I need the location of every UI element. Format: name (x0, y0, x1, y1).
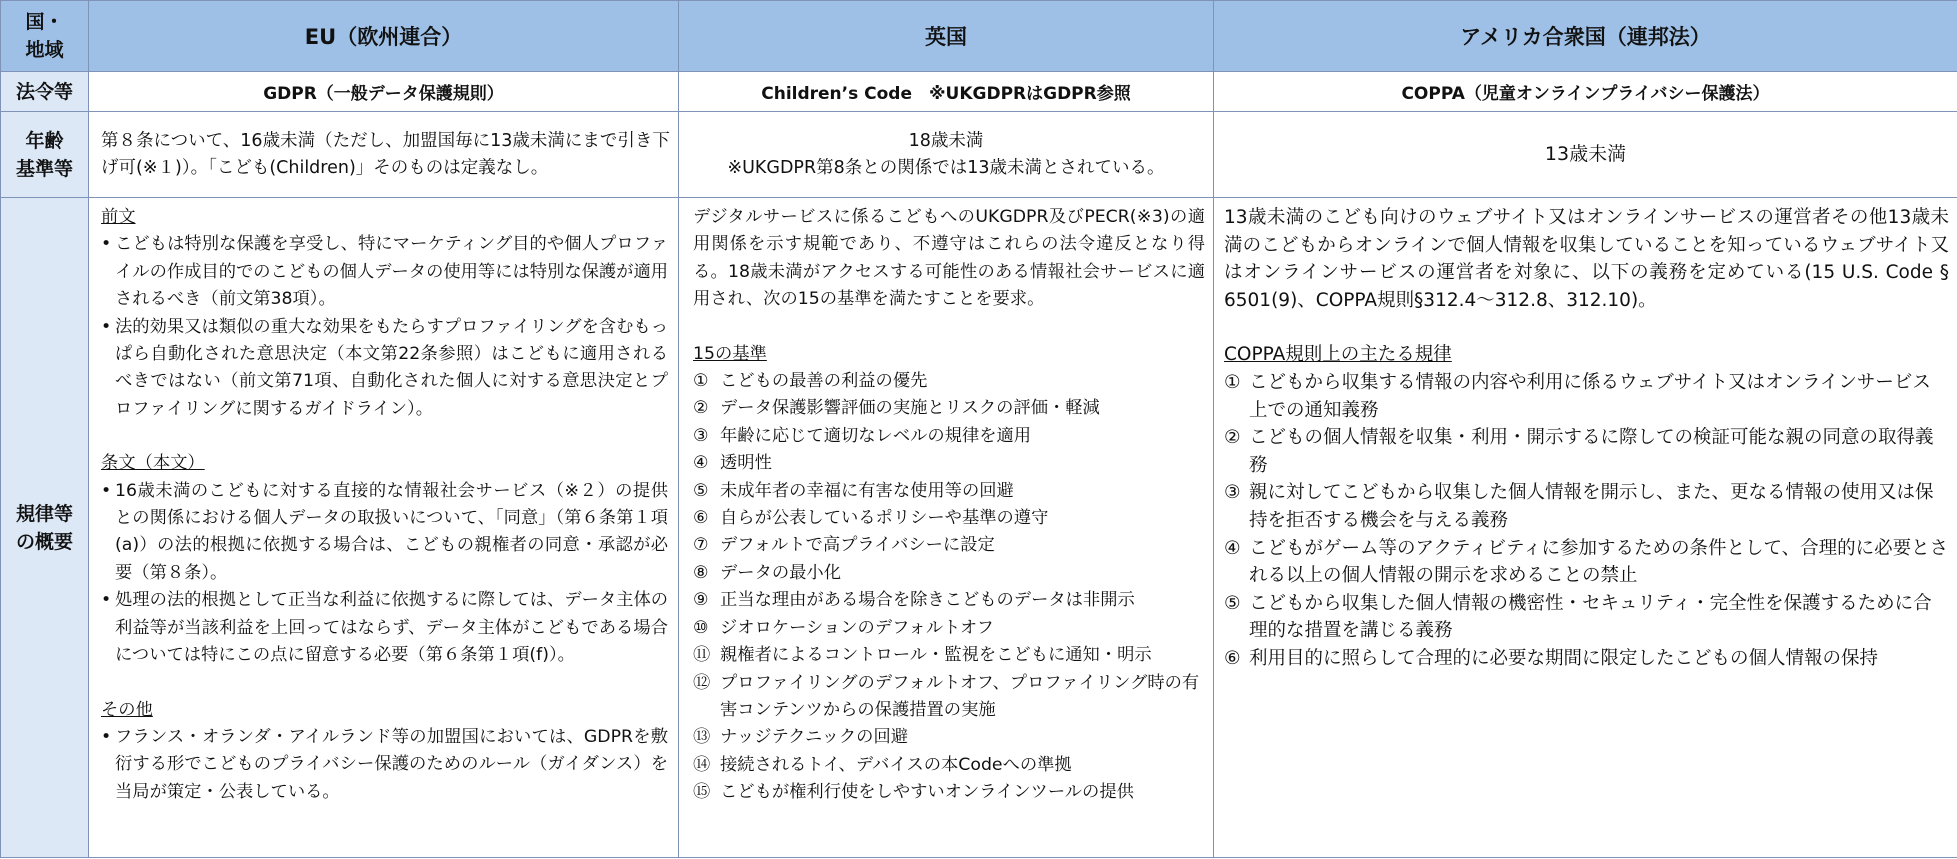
list-item (693, 395, 1205, 422)
list-item-number: ⑩ (693, 617, 709, 638)
list-item (693, 670, 1205, 725)
list-item-number: ② (1224, 427, 1241, 449)
list-item-number: ⑤ (1224, 592, 1241, 614)
list-item-number: ⑦ (693, 535, 709, 556)
list-item-number: ⑭ (693, 754, 711, 775)
uk-standards-heading: 15の基準 (693, 343, 767, 364)
uk-header: 英国 (679, 1, 1214, 72)
list-item (101, 231, 668, 313)
eu-summary (89, 198, 679, 858)
us-law: COPPA（児童オンラインプライバシー保護法） (1214, 72, 1957, 112)
us-age: 13歳未満 (1214, 112, 1957, 198)
list-item-text: デフォルトで高プライバシーに設定 (720, 535, 995, 556)
list-item-number: ① (1224, 371, 1241, 393)
uk-law: Children’s Code ※UKGDPRはGDPR参照 (679, 72, 1214, 112)
list-item-text: 利用目的に照らして合理的に必要な期間に限定したこどもの個人情報の保持 (1249, 647, 1879, 669)
list-item-text: こどもは特別な保護を享受し、特にマーケティング目的や個人プロファイルの作成目的でのこどもの個人データの使用等には特別な保護が適用されるべき（前文第38項）。 (115, 234, 669, 310)
list-item (1224, 369, 1949, 424)
us-summary (1214, 198, 1957, 858)
list-item (101, 478, 668, 588)
list-item-text: ジオロケーションのデフォルトオフ (720, 617, 994, 638)
list-item (693, 752, 1205, 779)
list-item-number: ⑨ (693, 590, 709, 611)
list-item-text: 透明性 (720, 453, 772, 474)
list-item-text: こどもがゲーム等のアクティビティに参加するための条件として、合理的に必要とされる以上の個人情報の開示を求めることの禁止 (1249, 537, 1949, 587)
summary-row-label (1, 198, 89, 858)
list-item-text: こどもから収集する情報の内容や利用に係るウェブサイト又はオンラインサービス上での通知義務 (1249, 371, 1931, 421)
list-item-text: フランス・オランダ・アイルランド等の加盟国においては、GDPRを敷衍する形でこどものプライバシー保護のためのルール（ガイダンス）を当局が策定・公表している。 (115, 726, 668, 802)
list-item-text: 正当な理由がある場合を除きこどものデータは非開示 (720, 590, 1135, 611)
region-header-text: 国・ 地域 (25, 11, 64, 61)
list-item-text: 親に対してこどもから収集した個人情報を開示し、また、更なる情報の使用又は保持を拒否する機会を与える義務 (1249, 482, 1934, 531)
list-item (693, 478, 1205, 505)
list-item-text: こどもの個人情報を収集・利用・開示するに際しての検証可能な親の同意の取得義務 (1249, 427, 1934, 476)
law-row (1, 72, 1957, 112)
eu-preamble-heading: 前文 (101, 207, 136, 227)
list-item-number: ④ (1224, 537, 1241, 559)
list-item-number: ⑥ (693, 508, 709, 529)
us-intro: 13歳未満のこども向けのウェブサイト又はオンラインサービスの運営者その他13歳未満のこどもからオンラインで個人情報を収集していることを知っているウェブサイト又はオンラインサービスの運営者を対象に、以下の義務を定めている(15 U.S. Code § 6501(9)、COPPA規則§312.4～312.8、312.10)。 (1224, 207, 1949, 311)
list-item (693, 779, 1205, 806)
list-item (1224, 479, 1949, 534)
list-item-text: こどもの最善の利益の優先 (720, 371, 928, 392)
list-item-text: プロファイリングのデフォルトオフ、プロファイリング時の有害コンテンツからの保護措置の実施 (720, 672, 1200, 720)
list-item-number: ④ (693, 453, 709, 474)
list-item (693, 450, 1205, 477)
list-item (101, 314, 668, 424)
uk-age (679, 112, 1214, 198)
list-item-number: ③ (693, 425, 709, 446)
us-rules-heading: COPPA規則上の主たる規律 (1224, 344, 1452, 366)
list-item (693, 423, 1205, 450)
list-item (1224, 590, 1949, 645)
uk-age-line1: 18歳未満 (908, 130, 984, 151)
list-item-number: ⑪ (693, 645, 711, 666)
list-item-text: 親権者によるコントロール・監視をこどもに通知・明示 (720, 645, 1152, 666)
summary-row (1, 198, 1957, 858)
list-item (693, 368, 1205, 395)
list-item-text: こどもから収集した個人情報の機密性・セキュリティ・完全性を保護するために合理的な措置を講じる義務 (1249, 592, 1932, 642)
list-item-text: 未成年者の幸福に有害な使用等の回避 (720, 480, 1014, 501)
list-item-number: ⑧ (693, 562, 709, 583)
list-item (693, 724, 1205, 751)
list-item-text: データの最小化 (720, 562, 841, 583)
list-item-number: ③ (1224, 482, 1241, 504)
eu-law: GDPR（一般データ保護規則） (89, 72, 679, 112)
bullet-marker: • (101, 726, 112, 747)
region-header (1, 1, 89, 72)
list-item (693, 532, 1205, 559)
bullet-marker: • (101, 234, 112, 255)
uk-standards-list (693, 368, 1205, 807)
list-item (693, 505, 1205, 532)
list-item-text: 年齢に応じて適切なレベルの規律を適用 (720, 425, 1032, 446)
list-item-text: ナッジテクニックの回避 (720, 727, 909, 748)
uk-intro: デジタルサービスに係るこどもへのUKGDPR及びPECR(※3)の適用関係を示す規範であり、不遵守はこれらの法令違反となり得る。18歳未満がアクセスする可能性のある情報社会サービスに適用され、次の15の基準を満たすことを要求。 (693, 207, 1205, 310)
list-item (101, 724, 668, 806)
uk-summary (679, 198, 1214, 858)
age-row-label (1, 112, 89, 198)
list-item-text: 16歳未満のこどもに対する直接的な情報社会サービス（※２）の提供との関係における個人データの取扱いについて、「同意」（第６条第１項(a)）の法的根拠に依拠する場合は、こどもの親権者の同意・承認が必要（第８条）。 (115, 480, 668, 583)
list-item-number: ① (693, 371, 709, 392)
eu-header: EU（欧州連合） (89, 1, 679, 72)
header-row (1, 1, 1957, 72)
list-item-number: ⑮ (693, 782, 711, 803)
list-item (693, 587, 1205, 614)
list-item-number: ⑥ (1224, 647, 1241, 669)
list-item (693, 615, 1205, 642)
bullet-marker: • (101, 316, 112, 337)
list-item-number: ⑬ (693, 727, 711, 748)
list-item (101, 587, 668, 669)
eu-age-text: 第８条について、16歳未満（ただし、加盟国毎に13歳未満にまで引き下げ可(※１)）。「こども(Children)」そのものは定義なし。 (101, 130, 670, 178)
eu-articles-heading: 条文（本文） (101, 453, 205, 474)
list-item-text: 処理の法的根拠として正当な利益に依拠するに際しては、データ主体の利益等が当該利益を上回ってはならず、データ主体がこどもである場合については特にこの点に留意する必要（第６条第１項(f)）。 (115, 590, 669, 666)
age-row-label-text: 年齢 基準等 (15, 129, 73, 180)
uk-age-line2: ※UKGDPR第8条との関係では13歳未満とされている。 (727, 157, 1165, 178)
law-row-label: 法令等 (1, 72, 89, 112)
list-item (1224, 645, 1949, 673)
list-item-text: データ保護影響評価の実施とリスクの評価・軽減 (720, 398, 1100, 419)
eu-other-heading: その他 (101, 699, 153, 720)
list-item-text: 法的効果又は類似の重大な効果をもたらすプロファイリングを含むもっぱら自動化された意思決定（本文第22条参照）はこどもに適用されるべきではない（前文第71項、自動化された個人に対する意思決定とプロファイリングに関するガイドライン）。 (115, 316, 668, 419)
us-rules-list (1224, 369, 1949, 673)
list-item-text: 接続されるトイ、デバイスの本Codeへの準拠 (720, 754, 1072, 775)
bullet-marker: • (101, 480, 112, 501)
list-item-text: こどもが権利行使をしやすいオンラインツールの提供 (720, 782, 1134, 803)
eu-age (89, 112, 679, 198)
list-item (1224, 535, 1949, 590)
list-item-number: ② (693, 398, 709, 419)
list-item (693, 560, 1205, 587)
list-item-number: ⑫ (693, 672, 711, 693)
summary-row-label-text: 規律等 の概要 (15, 502, 73, 553)
list-item (1224, 424, 1949, 479)
list-item-text: 自らが公表しているポリシーや基準の遵守 (720, 508, 1049, 529)
list-item (693, 642, 1205, 669)
age-row (1, 112, 1957, 198)
us-header: アメリカ合衆国（連邦法） (1214, 1, 1957, 72)
bullet-marker: • (101, 590, 112, 611)
list-item-number: ⑤ (693, 480, 709, 501)
